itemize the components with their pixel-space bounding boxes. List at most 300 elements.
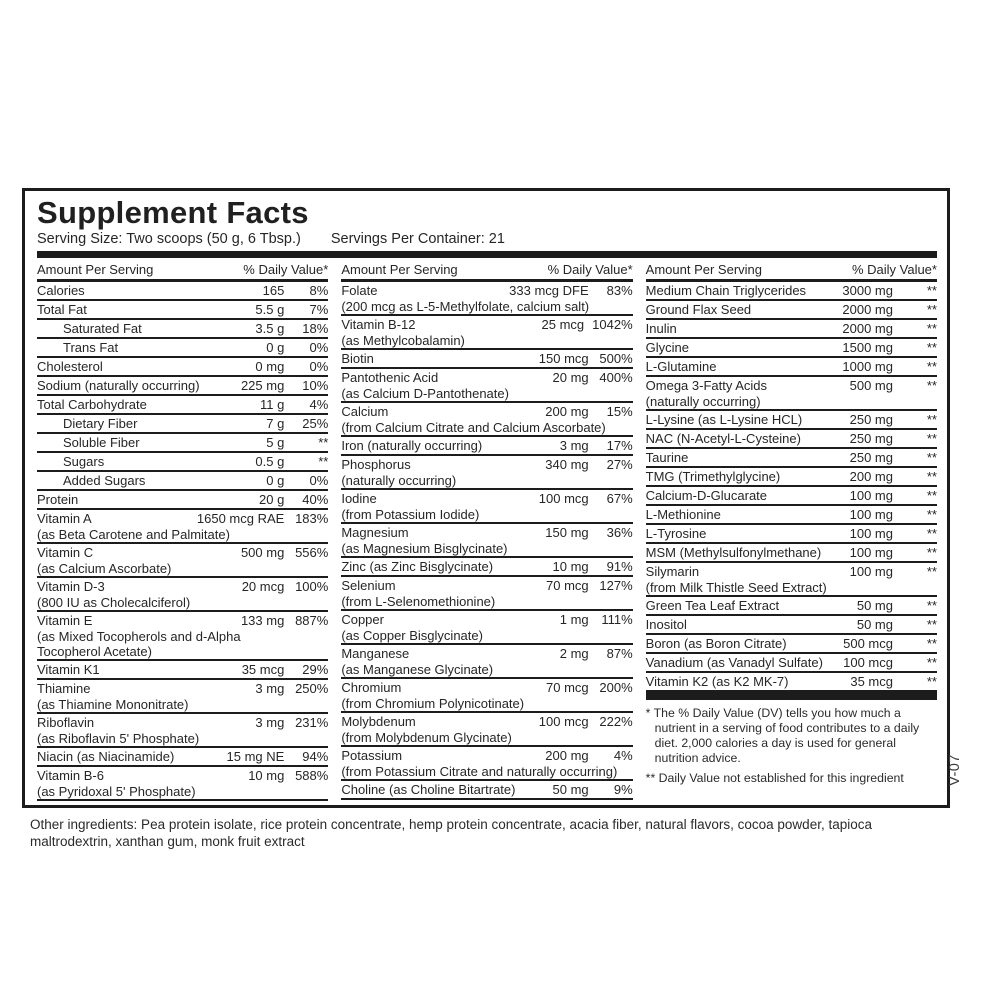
nutrient-amount: 150 mcg xyxy=(538,351,589,366)
label-title: Supplement Facts xyxy=(37,195,309,230)
nutrient-amount: 0 g xyxy=(266,340,285,355)
nutrient-row xyxy=(37,612,328,661)
nutrient-daily-value: 0% xyxy=(309,359,329,374)
nutrient-row xyxy=(341,577,632,611)
nutrient-row xyxy=(646,411,937,430)
nutrient-source: (as Mixed Tocopherols and d-Alpha xyxy=(37,629,241,644)
column-header-daily-value: % Daily Value* xyxy=(243,262,329,277)
nutrient-name: Pantothenic Acid xyxy=(341,370,439,385)
nutrient-name: Total Fat xyxy=(37,302,87,317)
column-header xyxy=(37,261,328,282)
nutrient-amount: 2000 mg xyxy=(842,302,893,317)
column-header-daily-value: % Daily Value* xyxy=(851,262,937,277)
nutrient-row xyxy=(37,767,328,801)
nutrient-name: Vanadium (as Vanadyl Sulfate) xyxy=(645,655,823,670)
nutrient-daily-value: ** xyxy=(926,617,937,632)
nutrient-row-main xyxy=(37,359,328,375)
facts-column-3 xyxy=(646,261,937,791)
nutrient-row-main xyxy=(37,545,328,561)
nutrient-name: Calcium xyxy=(341,404,389,419)
label-box xyxy=(22,188,950,808)
nutrient-amount: 500 mcg xyxy=(843,636,893,651)
nutrient-amount: 3000 mg xyxy=(842,283,893,298)
nutrient-name: Vitamin B-12 xyxy=(341,317,416,332)
nutrient-daily-value: ** xyxy=(926,526,937,541)
nutrient-row xyxy=(646,654,937,673)
nutrient-daily-value: ** xyxy=(926,340,937,355)
nutrient-row-main xyxy=(646,359,937,375)
facts-column-2 xyxy=(341,261,632,800)
nutrient-row xyxy=(646,377,937,411)
nutrient-row xyxy=(37,680,328,714)
column-header-daily-value: % Daily Value* xyxy=(547,262,633,277)
nutrient-row-main xyxy=(646,340,937,356)
nutrient-row xyxy=(646,339,937,358)
nutrient-name: Phosphorus xyxy=(341,457,411,472)
nutrient-amount: 35 mcg xyxy=(850,674,893,689)
nutrient-row xyxy=(646,635,937,654)
nutrient-amount: 500 mg xyxy=(240,545,285,560)
nutrient-row xyxy=(646,468,937,487)
nutrient-row-main xyxy=(341,714,632,730)
nutrient-row xyxy=(646,282,937,301)
nutrient-row xyxy=(37,748,328,767)
nutrient-amount: 100 mg xyxy=(849,545,893,560)
nutrient-daily-value: ** xyxy=(926,564,937,579)
nutrient-daily-value: 94% xyxy=(302,749,329,764)
nutrient-source: (as Copper Bisglycinate) xyxy=(341,628,483,643)
nutrient-amount: 50 mg xyxy=(552,782,589,797)
nutrient-daily-value: 1042% xyxy=(592,317,633,332)
nutrient-row-main xyxy=(646,655,937,671)
nutrient-daily-value: 127% xyxy=(599,578,633,593)
nutrient-row xyxy=(646,449,937,468)
nutrient-row-main xyxy=(37,435,328,451)
nutrient-name: Magnesium xyxy=(341,525,409,540)
nutrient-row xyxy=(37,434,328,453)
nutrient-rows xyxy=(341,282,632,800)
nutrient-daily-value: 0% xyxy=(309,473,329,488)
nutrient-amount: 10 mg xyxy=(552,559,589,574)
nutrient-name: Iodine xyxy=(341,491,377,506)
nutrient-name: Zinc (as Zinc Bisglycinate) xyxy=(341,559,494,574)
nutrient-name: Trans Fat xyxy=(63,340,119,355)
column-header-amount: Amount Per Serving xyxy=(645,262,762,277)
nutrient-row xyxy=(37,301,328,320)
nutrient-name: Riboflavin xyxy=(37,715,95,730)
nutrient-row xyxy=(37,396,328,415)
nutrient-daily-value: ** xyxy=(926,378,937,393)
nutrient-row xyxy=(37,453,328,472)
nutrient-source: (as Methylcobalamin) xyxy=(341,333,465,348)
nutrient-name: L-Lysine (as L-Lysine HCL) xyxy=(645,412,803,427)
nutrient-amount: 250 mg xyxy=(849,431,893,446)
nutrient-daily-value: 27% xyxy=(606,457,633,472)
nutrient-row xyxy=(341,282,632,316)
nutrient-amount: 3.5 g xyxy=(255,321,285,336)
nutrient-amount: 7 g xyxy=(266,416,285,431)
nutrient-row-main xyxy=(341,680,632,696)
nutrient-name: Vitamin A xyxy=(37,511,92,526)
header-bar xyxy=(37,251,937,258)
nutrient-daily-value: 111% xyxy=(601,612,633,627)
nutrient-row-main xyxy=(37,321,328,337)
nutrient-amount: 200 mg xyxy=(849,469,893,484)
nutrient-amount: 165 xyxy=(262,283,285,298)
nutrient-source: (as Pyridoxal 5' Phosphate) xyxy=(37,784,196,799)
nutrient-source: (as Manganese Glycinate) xyxy=(341,662,494,677)
nutrient-row-main xyxy=(646,507,937,523)
nutrient-row xyxy=(37,358,328,377)
nutrient-row xyxy=(646,320,937,339)
nutrient-row xyxy=(37,714,328,748)
nutrient-row-main xyxy=(341,438,632,454)
nutrient-name: Choline (as Choline Bitartrate) xyxy=(341,782,516,797)
nutrient-daily-value: ** xyxy=(926,507,937,522)
nutrient-daily-value: 87% xyxy=(606,646,633,661)
nutrient-name: Cholesterol xyxy=(37,359,103,374)
nutrient-row-main xyxy=(37,511,328,527)
nutrient-row-main xyxy=(37,416,328,432)
nutrient-amount: 20 mcg xyxy=(241,579,285,594)
nutrient-amount: 100 mcg xyxy=(538,714,589,729)
nutrient-row-main xyxy=(341,491,632,507)
nutrient-daily-value: ** xyxy=(318,435,329,450)
nutrient-source: (from Chromium Polynicotinate) xyxy=(341,696,525,711)
nutrient-row-main xyxy=(37,662,328,678)
nutrient-name: Selenium xyxy=(341,578,396,593)
nutrient-source: (as Thiamine Mononitrate) xyxy=(37,697,189,712)
nutrient-amount: 5.5 g xyxy=(255,302,285,317)
nutrient-row-main xyxy=(646,564,937,580)
nutrient-source: (naturally occurring) xyxy=(645,394,761,409)
nutrient-name: Potassium xyxy=(341,748,403,763)
nutrient-amount: 0.5 g xyxy=(255,454,285,469)
nutrient-amount: 133 mg xyxy=(240,613,285,628)
nutrient-name: L-Glutamine xyxy=(645,359,717,374)
nutrient-amount: 100 mcg xyxy=(538,491,589,506)
nutrient-row-main xyxy=(37,492,328,508)
nutrient-daily-value: 25% xyxy=(302,416,329,431)
nutrient-daily-value: 250% xyxy=(295,681,329,696)
nutrient-source: (as Magnesium Bisglycinate) xyxy=(341,541,508,556)
nutrient-row-main xyxy=(341,748,632,764)
nutrient-row-main xyxy=(341,283,632,299)
nutrient-row-main xyxy=(646,526,937,542)
nutrient-daily-value: ** xyxy=(926,412,937,427)
nutrient-daily-value: 15% xyxy=(606,404,633,419)
nutrient-row xyxy=(646,544,937,563)
column-header xyxy=(341,261,632,282)
nutrient-daily-value: ** xyxy=(926,674,937,689)
nutrient-row xyxy=(37,282,328,301)
nutrient-name: Molybdenum xyxy=(341,714,416,729)
nutrient-source: (as Riboflavin 5' Phosphate) xyxy=(37,731,200,746)
nutrient-daily-value: 500% xyxy=(599,351,633,366)
nutrient-row xyxy=(646,525,937,544)
nutrient-daily-value: 4% xyxy=(613,748,633,763)
nutrient-row xyxy=(37,661,328,680)
nutrient-row-main xyxy=(341,457,632,473)
nutrient-source: (from Molybdenum Glycinate) xyxy=(341,730,512,745)
nutrient-daily-value: ** xyxy=(926,469,937,484)
nutrient-row-main xyxy=(646,674,937,690)
nutrient-daily-value: 100% xyxy=(295,579,329,594)
nutrient-daily-value: 200% xyxy=(599,680,633,695)
nutrient-daily-value: 887% xyxy=(295,613,329,628)
supplement-facts-label xyxy=(22,188,964,808)
nutrient-source-line2: Tocopherol Acetate) xyxy=(37,644,152,659)
nutrient-amount: 1 mg xyxy=(559,612,589,627)
column-header xyxy=(646,261,937,282)
nutrient-amount: 1650 mcg RAE xyxy=(196,511,285,526)
nutrient-name: Sugars xyxy=(63,454,105,469)
nutrient-name: Vitamin E xyxy=(37,613,93,628)
nutrient-amount: 333 mcg DFE xyxy=(509,283,589,298)
nutrient-row-main xyxy=(646,412,937,428)
nutrient-row xyxy=(646,616,937,635)
footnote-daily-value: * The % Daily Value (DV) tells you how much a nutrient in a serving of food contributes to a daily diet. 2,000 calories a day is used for general nutrition advice. xyxy=(645,706,920,765)
nutrient-name: Soluble Fiber xyxy=(63,435,140,450)
nutrient-row xyxy=(37,578,328,612)
nutrient-amount: 0 g xyxy=(266,473,285,488)
nutrient-name: NAC (N-Acetyl-L-Cysteine) xyxy=(645,431,801,446)
nutrient-amount: 5 g xyxy=(266,435,285,450)
column-header-amount: Amount Per Serving xyxy=(341,262,458,277)
nutrient-daily-value: 588% xyxy=(295,768,329,783)
nutrient-row xyxy=(341,713,632,747)
nutrient-amount: 50 mg xyxy=(856,598,893,613)
nutrient-row-main xyxy=(37,302,328,318)
nutrient-rows xyxy=(37,282,328,801)
nutrient-name: Vitamin B-6 xyxy=(37,768,104,783)
nutrient-row-main xyxy=(646,488,937,504)
nutrient-row-main xyxy=(37,579,328,595)
nutrient-row-main xyxy=(646,283,937,299)
nutrient-amount: 3 mg xyxy=(255,681,285,696)
nutrient-row-main xyxy=(37,397,328,413)
nutrient-name: Protein xyxy=(37,492,79,507)
nutrient-name: Dietary Fiber xyxy=(63,416,138,431)
nutrient-name: Medium Chain Triglycerides xyxy=(645,283,807,298)
nutrient-row-main xyxy=(646,431,937,447)
nutrient-daily-value: ** xyxy=(926,321,937,336)
nutrient-name: Total Carbohydrate xyxy=(37,397,147,412)
nutrient-name: TMG (Trimethylglycine) xyxy=(645,469,781,484)
nutrient-row xyxy=(341,316,632,350)
nutrient-amount: 200 mg xyxy=(545,404,589,419)
nutrient-amount: 1000 mg xyxy=(842,359,893,374)
nutrient-daily-value: 36% xyxy=(606,525,633,540)
nutrient-name: Silymarin xyxy=(645,564,700,579)
nutrient-amount: 1500 mg xyxy=(842,340,893,355)
nutrient-amount: 150 mg xyxy=(545,525,589,540)
nutrient-row-main xyxy=(37,768,328,784)
nutrient-name: Sodium (naturally occurring) xyxy=(37,378,200,393)
nutrient-daily-value: ** xyxy=(926,636,937,651)
nutrient-row xyxy=(37,377,328,396)
nutrient-row xyxy=(341,524,632,558)
nutrient-daily-value: 183% xyxy=(295,511,329,526)
nutrient-row xyxy=(341,611,632,645)
nutrient-row-main xyxy=(646,598,937,614)
nutrient-row-main xyxy=(341,782,632,798)
nutrient-row xyxy=(37,320,328,339)
nutrient-name: Folate xyxy=(341,283,378,298)
nutrient-row-main xyxy=(341,612,632,628)
nutrient-name: Green Tea Leaf Extract xyxy=(645,598,780,613)
nutrient-row-main xyxy=(341,351,632,367)
nutrient-row xyxy=(37,544,328,578)
nutrient-row xyxy=(646,430,937,449)
nutrient-row-main xyxy=(37,378,328,394)
serving-info xyxy=(37,231,937,248)
nutrient-name: Copper xyxy=(341,612,384,627)
nutrient-amount: 2000 mg xyxy=(842,321,893,336)
nutrient-name: Thiamine xyxy=(37,681,91,696)
nutrient-source: (from Potassium Citrate and naturally occurring) xyxy=(341,764,618,779)
nutrient-row-main xyxy=(341,370,632,386)
nutrient-row xyxy=(341,679,632,713)
nutrient-row-main xyxy=(341,559,632,575)
nutrient-source: (as Beta Carotene and Palmitate) xyxy=(37,527,230,542)
nutrient-name: Omega 3-Fatty Acids xyxy=(645,378,768,393)
nutrient-daily-value: ** xyxy=(926,431,937,446)
nutrient-row xyxy=(341,456,632,490)
nutrient-amount: 50 mg xyxy=(856,617,893,632)
nutrient-daily-value: ** xyxy=(926,545,937,560)
nutrient-row-main xyxy=(37,613,328,629)
nutrient-row-main xyxy=(341,404,632,420)
nutrient-amount: 200 mg xyxy=(545,748,589,763)
nutrient-row xyxy=(37,510,328,544)
nutrient-row xyxy=(37,415,328,434)
nutrient-source: (from L-Selenomethionine) xyxy=(341,594,496,609)
nutrient-amount: 70 mcg xyxy=(546,578,589,593)
nutrient-daily-value: 67% xyxy=(606,491,633,506)
nutrient-amount: 70 mcg xyxy=(546,680,589,695)
nutrient-amount: 100 mg xyxy=(849,507,893,522)
footnote-not-established: ** Daily Value not established for this ingredient xyxy=(645,771,904,785)
nutrient-amount: 100 mg xyxy=(849,488,893,503)
nutrient-daily-value: ** xyxy=(926,359,937,374)
nutrient-name: Inulin xyxy=(645,321,677,336)
nutrient-row xyxy=(341,558,632,577)
nutrient-amount: 10 mg xyxy=(248,768,285,783)
nutrient-name: Biotin xyxy=(341,351,374,366)
other-ingredients: Other ingredients: Pea protein isolate, rice protein concentrate, hemp protein concentrate, acacia fiber, natural flavors, cocoa powder, tapioca maltrodextrin, xanthan gum, monk fruit extract xyxy=(30,817,872,849)
nutrient-name: Vitamin K2 (as K2 MK-7) xyxy=(645,674,789,689)
nutrient-amount: 20 g xyxy=(259,492,285,507)
nutrient-daily-value: ** xyxy=(926,450,937,465)
nutrient-name: Chromium xyxy=(341,680,402,695)
nutrient-daily-value: 556% xyxy=(295,545,329,560)
nutrient-amount: 100 mg xyxy=(849,564,893,579)
footnotes xyxy=(646,706,937,786)
nutrient-source: (800 IU as Cholecalciferol) xyxy=(37,595,191,610)
nutrient-name: Iron (naturally occurring) xyxy=(341,438,483,453)
nutrient-amount: 100 mg xyxy=(849,526,893,541)
nutrient-daily-value: ** xyxy=(926,488,937,503)
nutrient-name: Glycine xyxy=(645,340,690,355)
nutrient-name: Saturated Fat xyxy=(63,321,142,336)
nutrient-row xyxy=(341,403,632,437)
nutrient-daily-value: 9% xyxy=(613,782,633,797)
nutrient-name: Vitamin D-3 xyxy=(37,579,105,594)
nutrient-amount: 340 mg xyxy=(545,457,589,472)
end-bar xyxy=(646,692,937,700)
nutrient-row xyxy=(341,490,632,524)
nutrient-row xyxy=(37,472,328,491)
nutrient-daily-value: 91% xyxy=(606,559,633,574)
nutrient-source: (from Milk Thistle Seed Extract) xyxy=(645,580,827,595)
nutrient-daily-value: 8% xyxy=(309,283,329,298)
nutrient-name: Added Sugars xyxy=(63,473,146,488)
nutrient-name: Boron (as Boron Citrate) xyxy=(645,636,787,651)
nutrient-row xyxy=(646,506,937,525)
nutrient-amount: 11 g xyxy=(259,397,285,412)
nutrient-row xyxy=(646,673,937,692)
nutrient-amount: 15 mg NE xyxy=(226,749,285,764)
nutrient-row-main xyxy=(37,454,328,470)
nutrient-daily-value: ** xyxy=(926,598,937,613)
nutrient-row-main xyxy=(646,636,937,652)
nutrient-daily-value: 400% xyxy=(599,370,633,385)
nutrient-row-main xyxy=(37,473,328,489)
nutrient-name: Calories xyxy=(37,283,85,298)
nutrient-daily-value: 0% xyxy=(309,340,329,355)
nutrient-daily-value: 222% xyxy=(599,714,633,729)
nutrient-row xyxy=(341,747,632,781)
nutrient-daily-value: 29% xyxy=(302,662,329,677)
nutrient-row-main xyxy=(37,340,328,356)
nutrient-name: MSM (Methylsulfonylmethane) xyxy=(645,545,822,560)
nutrient-row-main xyxy=(646,469,937,485)
nutrient-amount: 25 mcg xyxy=(541,317,585,332)
nutrient-name: Calcium-D-Glucarate xyxy=(645,488,768,503)
nutrient-row-main xyxy=(646,321,937,337)
nutrient-source: (from Calcium Citrate and Calcium Ascorbate) xyxy=(341,420,606,435)
nutrient-daily-value: ** xyxy=(926,655,937,670)
nutrient-row-main xyxy=(341,317,632,333)
serving-size: Serving Size: Two scoops (50 g, 6 Tbsp.) xyxy=(37,231,301,247)
nutrient-daily-value: 4% xyxy=(309,397,329,412)
nutrient-daily-value: 10% xyxy=(302,378,329,393)
nutrient-source: (from Potassium Iodide) xyxy=(341,507,480,522)
servings-per-container: Servings Per Container: 21 xyxy=(330,231,505,247)
nutrient-name: L-Tyrosine xyxy=(645,526,707,541)
nutrient-row xyxy=(37,339,328,358)
nutrient-amount: 20 mg xyxy=(552,370,589,385)
nutrient-daily-value: 40% xyxy=(302,492,329,507)
nutrient-row-main xyxy=(37,749,328,765)
nutrient-daily-value: 7% xyxy=(309,302,329,317)
nutrient-source: (200 mcg as L-5-Methylfolate, calcium salt) xyxy=(341,299,590,314)
nutrient-name: Ground Flax Seed xyxy=(645,302,752,317)
nutrient-amount: 3 mg xyxy=(559,438,589,453)
nutrient-daily-value: ** xyxy=(318,454,329,469)
nutrient-row-main xyxy=(646,450,937,466)
column-header-amount: Amount Per Serving xyxy=(37,262,154,277)
facts-columns xyxy=(37,261,937,801)
nutrient-row-main xyxy=(646,302,937,318)
nutrient-row xyxy=(341,781,632,800)
nutrient-row xyxy=(646,597,937,616)
nutrient-daily-value: 231% xyxy=(295,715,329,730)
nutrient-amount: 2 mg xyxy=(559,646,589,661)
nutrient-row xyxy=(341,369,632,403)
nutrient-daily-value: 18% xyxy=(302,321,329,336)
